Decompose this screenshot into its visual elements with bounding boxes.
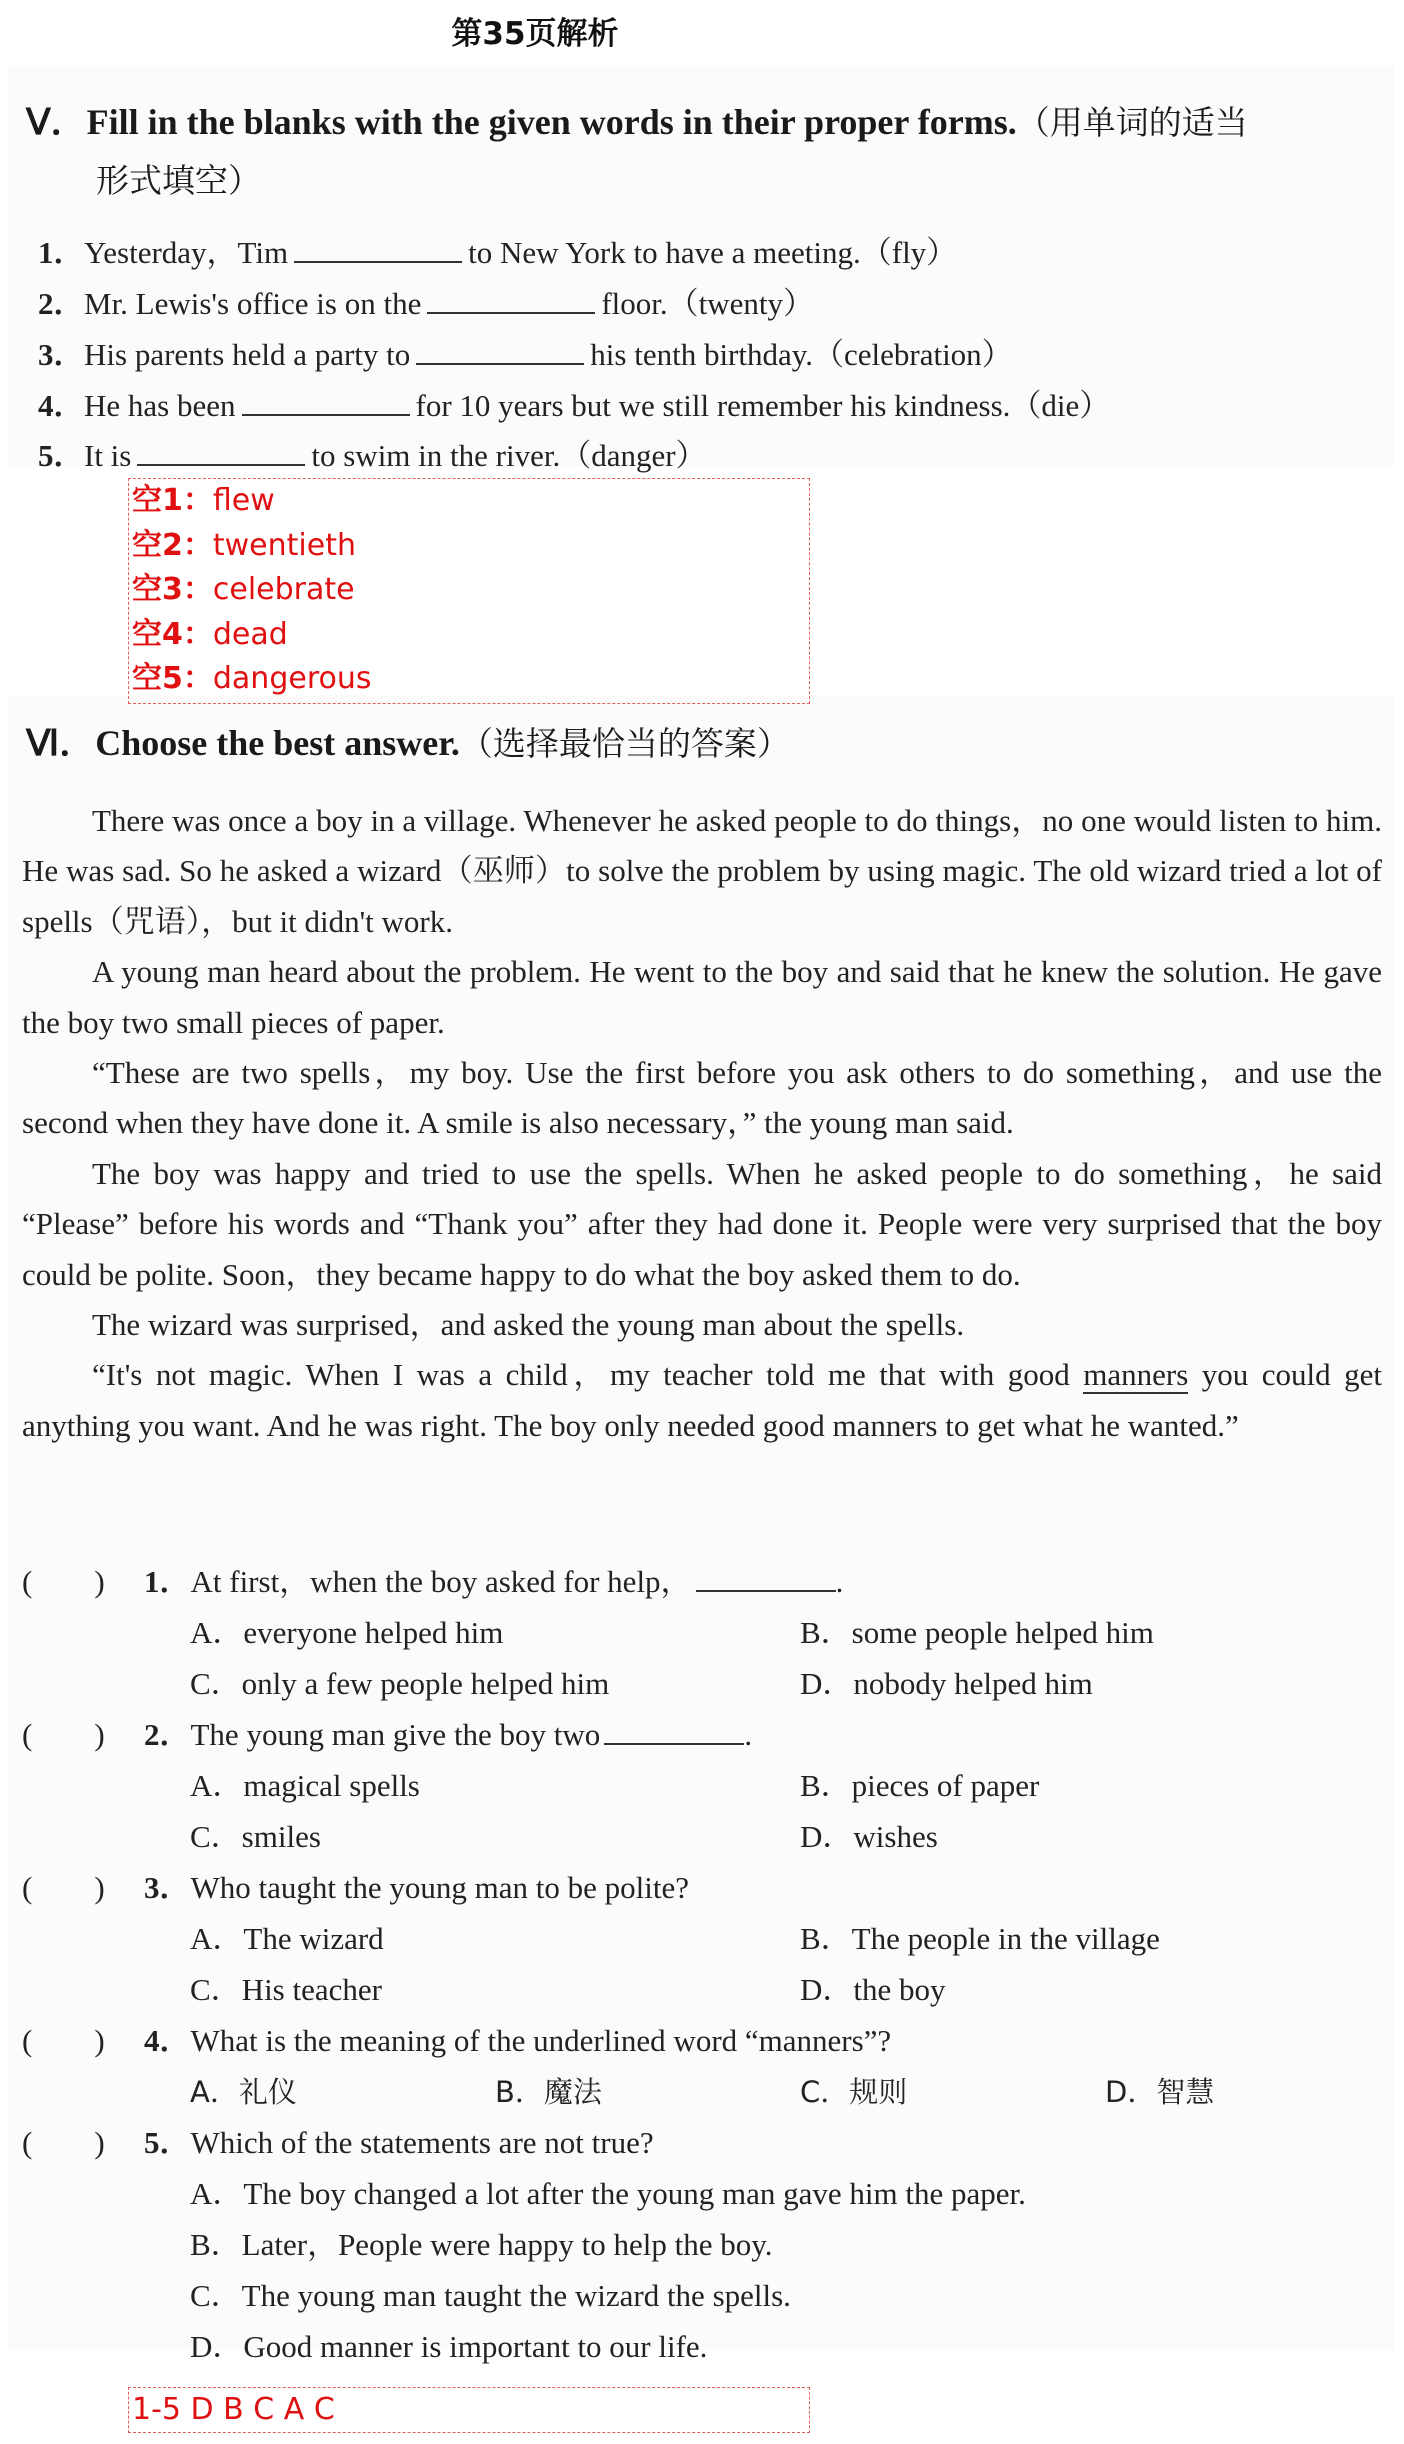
passage-paragraph-2: A young man heard about the problem. He went to the boy and said that he knew the solution. He gave the boy two small pieces of paper.: [22, 954, 1382, 1040]
answer-line-4: 空4：dead: [132, 616, 288, 652]
mc-question-4: ( ) 4．What is the meaning of the underlined word “manners”?: [22, 2016, 891, 2066]
q5-option-b: B．Later，People were happy to help the boy.: [190, 2227, 773, 2262]
q2-option-a: A．magical spells: [190, 1768, 420, 1803]
passage-paragraph-3: “These are two spells，my boy. Use the first before you ask others to do something，and use the second when they have done it. A smile is also necessary，” the young man said.: [22, 1055, 1382, 1141]
mc-question-1: ( ) 1．At first，when the boy asked for help， .: [22, 1557, 843, 1607]
q1-option-d: D．nobody helped him: [800, 1666, 1093, 1701]
answer-bracket: ( ): [22, 2125, 105, 2160]
section-6-heading-en: Ⅵ．Choose the best answer.: [26, 723, 460, 763]
passage-paragraph-6: “It's not magic. When I was a child，my teacher told me that with good manners you could get anything you want. And he was right. The boy only needed good manners to get what he wanted.”: [22, 1357, 1382, 1443]
passage-paragraph-1: There was once a boy in a village. Whenever he asked people to do things，no one would listen to him. He was sad. So he asked a wizard（巫师）to solve the problem by using magic. The old wizard tried a lot of spells（咒语），but it didn't work.: [22, 803, 1382, 939]
reading-passage: [22, 796, 1382, 1451]
answer-blank: [604, 1715, 744, 1745]
fill-question-5: 5．It is to swim in the river.（danger）: [38, 438, 707, 473]
answer-line-2: 空2：twentieth: [132, 527, 356, 563]
q4-option-d: D．智慧: [1105, 2075, 1215, 2109]
q5-option-a: A．The boy changed a lot after the young man gave him the paper.: [190, 2176, 1026, 2211]
answer-bracket: ( ): [22, 2023, 105, 2058]
q4-option-c: C．规则: [800, 2075, 908, 2109]
q1-option-b: B．some people helped him: [800, 1615, 1154, 1650]
q2-option-d: D．wishes: [800, 1819, 938, 1854]
answer-line-3: 空3：celebrate: [132, 572, 355, 608]
answer-blank: [427, 284, 595, 314]
mc-question-3: ( ) 3．Who taught the young man to be polite?: [22, 1863, 689, 1913]
answer-bracket: ( ): [22, 1564, 105, 1599]
section-5-heading: [26, 93, 1384, 210]
q3-option-b: B．The people in the village: [800, 1921, 1160, 1956]
mc-question-5: ( ) 5．Which of the statements are not true?: [22, 2118, 654, 2168]
q3-option-d: D．the boy: [800, 1972, 946, 2007]
q3-option-a: A．The wizard: [190, 1921, 384, 1956]
q4-option-b: B．魔法: [495, 2075, 602, 2109]
answer-bracket: ( ): [22, 1717, 105, 1752]
fill-question-1: 1．Yesterday，Tim to New York to have a meeting.（fly）: [38, 235, 958, 270]
fill-question-4: 4．He has been for 10 years but we still remember his kindness.（die）: [38, 388, 1111, 423]
section-6-heading-cn: （选择最恰当的答案）: [459, 724, 790, 763]
passage-paragraph-4: The boy was happy and tried to use the spells. When he asked people to do something，he said “Please” before his words and “Thank you” after they had done it. People were very surprised that the boy could be polite. Soon，they became happy to do what the boy asked them to do.: [22, 1155, 1382, 1292]
mc-question-2: ( ) 2．The young man give the boy two .: [22, 1710, 752, 1760]
answer-bracket: ( ): [22, 1870, 105, 1905]
section-5-heading-cn-1: （用单词的适当: [1016, 103, 1248, 142]
section-5-heading-cn-2: 形式填空）: [96, 161, 261, 200]
answer-blank: [137, 436, 305, 466]
section-5-heading-en: Ⅴ．Fill in the blanks with the given words in their proper forms.: [26, 102, 1017, 142]
passage-paragraph-5: The wizard was surprised，and asked the young man about the spells.: [92, 1307, 965, 1343]
answer-blank: [416, 335, 584, 365]
fill-question-3: 3．His parents held a party to his tenth birthday.（celebration）: [38, 337, 1013, 372]
q4-option-a: A．礼仪: [190, 2075, 297, 2109]
answer-line-5: 空5：dangerous: [132, 661, 372, 697]
q1-option-c: C．only a few people helped him: [190, 1666, 610, 1701]
answer-blank: [696, 1562, 836, 1592]
q5-option-c: C．The young man taught the wizard the spells.: [190, 2278, 791, 2313]
fill-question-2: 2．Mr. Lewis's office is on the floor.（twenty）: [38, 286, 815, 321]
underlined-word-manners: manners: [1083, 1357, 1189, 1393]
page-title: 第35页解析: [451, 16, 619, 52]
section-6-heading: [26, 714, 1384, 773]
answer-blank: [294, 233, 462, 263]
answer-line: 1-5 D B C A C: [132, 2392, 335, 2427]
q3-option-c: C．His teacher: [190, 1972, 382, 2007]
q2-option-b: B．pieces of paper: [800, 1768, 1040, 1803]
q1-option-a: A．everyone helped him: [190, 1615, 504, 1650]
q5-option-d: D．Good manner is important to our life.: [190, 2329, 708, 2364]
answer-line-1: 空1：flew: [132, 483, 275, 518]
section-5-answer-box: [128, 478, 810, 704]
section-6-answer-box: [128, 2387, 810, 2433]
q2-option-c: C．smiles: [190, 1819, 321, 1854]
answer-blank: [242, 386, 410, 416]
